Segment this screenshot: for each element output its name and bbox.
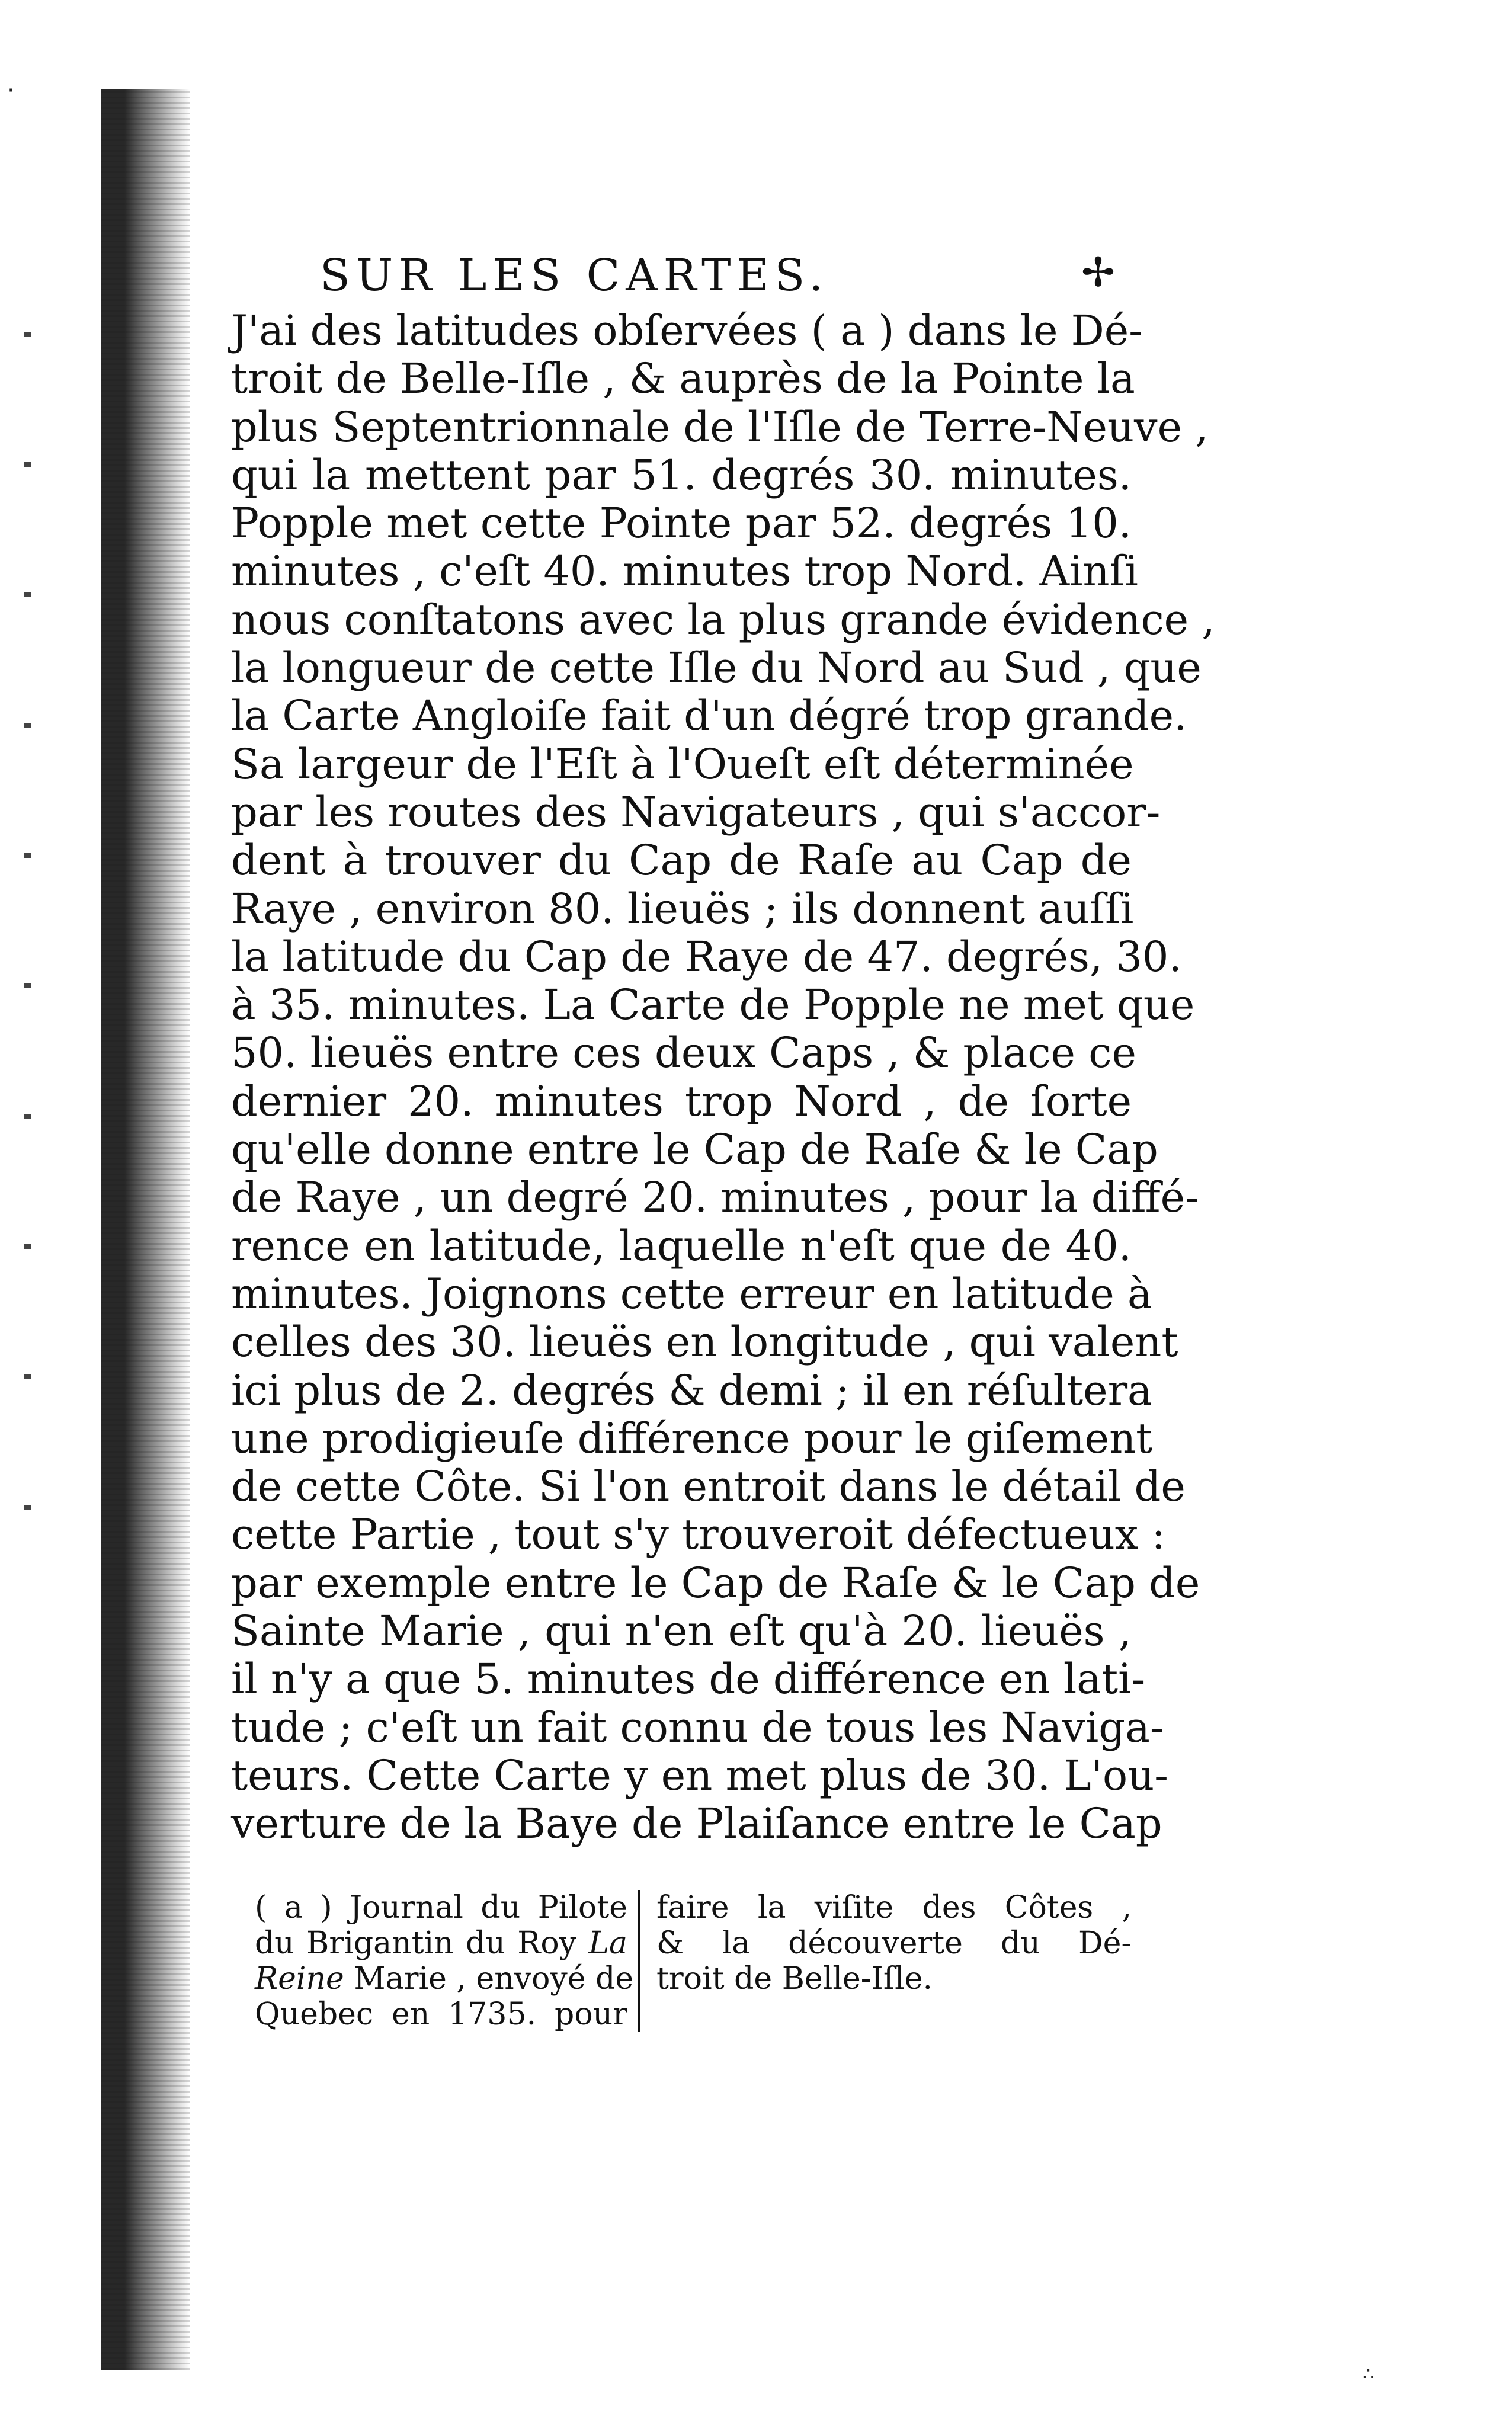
text-line: par exemple entre le Cap de Raſe & le Cap de xyxy=(231,1558,1200,1607)
scan-edge-marks xyxy=(24,332,31,1517)
running-head-title: SUR LES CARTES. xyxy=(320,250,829,301)
text-line: une prodigieuſe différence pour le giſement xyxy=(231,1414,1153,1463)
text-line: qu'elle donne entre le Cap de Raſe & le Cap xyxy=(231,1125,1158,1174)
text-line: qui la mettent par 51. degrés 30. minutes. xyxy=(231,450,1132,499)
text-line: la latitude du Cap de Raye de 47. degrés, 30. xyxy=(231,932,1182,981)
text-line: minutes. Joignons cette erreur en latitude à xyxy=(231,1269,1152,1318)
text-line: verture de la Baye de Plaiſance entre le Cap xyxy=(231,1799,1162,1848)
text-line: Raye , environ 80. lieuës ; ils donnent auſſi xyxy=(231,884,1134,933)
text-line: Popple met cette Pointe par 52. degrés 10. xyxy=(231,499,1132,548)
binding-gutter-shadow xyxy=(101,89,190,2370)
text-line: la longueur de cette Iſle du Nord au Sud , que xyxy=(231,643,1202,693)
text-line: troit de Belle-Iſle , & auprès de la Pointe la xyxy=(231,354,1135,403)
text-line: J'ai des latitudes obſervées ( a ) dans le Dé- xyxy=(231,306,1143,355)
text-line: de Raye , un degré 20. minutes , pour la diffé- xyxy=(231,1173,1199,1222)
scan-speck: ∴ xyxy=(1363,2364,1375,2385)
ornament-icon: ✢ xyxy=(1081,249,1121,296)
text-line: 50. lieuës entre ces deux Caps , & place ce xyxy=(231,1029,1136,1078)
text-line: cette Partie , tout s'y trouveroit défectueux : xyxy=(231,1510,1166,1559)
text-line: Sa largeur de l'Eſt à l'Oueſt eſt déterminée xyxy=(231,739,1134,789)
text-line: de cette Côte. Si l'on entroit dans le détail de xyxy=(231,1462,1186,1511)
footnote-ship-name: Reine xyxy=(255,1961,344,1997)
footnote-line xyxy=(255,1961,634,1997)
footnote xyxy=(231,1890,1132,2032)
footnote-text: Marie , envoyé de xyxy=(354,1961,634,1997)
text-line: il n'y a que 5. minutes de différence en lati- xyxy=(231,1655,1146,1704)
text-line: minutes , c'eſt 40. minutes trop Nord. Ainſi xyxy=(231,547,1138,596)
body-text xyxy=(231,306,1215,1848)
text-line: celles des 30. lieuës en longitude , qui valent xyxy=(231,1318,1178,1367)
book-page xyxy=(231,249,1215,2032)
footnote-line xyxy=(255,1925,627,1961)
text-line: tude ; c'eſt un fait connu de tous les Naviga- xyxy=(231,1703,1164,1752)
footnote-text: du Brigantin du Roy xyxy=(255,1925,577,1961)
text-line: la Carte Angloiſe fait d'un dégré trop grande. xyxy=(231,691,1187,741)
text-line: ici plus de 2. degrés & demi ; il en réſultera xyxy=(231,1366,1152,1415)
footnote-line: & la découverte du Dé- xyxy=(656,1925,1132,1961)
text-line: nous conſtatons avec la plus grande évidence , xyxy=(231,595,1215,644)
text-line: teurs. Cette Carte y en met plus de 30. L'ou- xyxy=(231,1751,1168,1800)
text-line: dent à trouver du Cap de Raſe au Cap de xyxy=(231,836,1132,885)
footnote-line: Quebec en 1735. pour xyxy=(255,1997,627,2032)
text-line: par les routes des Navigateurs , qui s'accor- xyxy=(231,787,1161,837)
running-head xyxy=(231,249,1132,302)
text-line: à 35. minutes. La Carte de Popple ne met que xyxy=(231,981,1195,1030)
text-line: Sainte Marie , qui n'en eſt qu'à 20. lieuës , xyxy=(231,1607,1132,1656)
footnote-line: ( a ) Journal du Pilote xyxy=(255,1890,627,1925)
text-line: dernier 20. minutes trop Nord , de ſorte xyxy=(231,1076,1132,1126)
text-line: plus Septentrionnale de l'Iſle de Terre-Neuve , xyxy=(231,402,1209,451)
text-line: rence en latitude, laquelle n'eſt que de 40. xyxy=(231,1221,1132,1270)
footnote-left-column xyxy=(231,1890,640,2032)
footnote-right-column xyxy=(640,1890,1132,2032)
footnote-line: troit de Belle-Iſle. xyxy=(656,1961,933,1997)
footnote-ship-name: La xyxy=(588,1925,627,1961)
footnote-line: faire la viſite des Côtes , xyxy=(656,1890,1132,1925)
scan-speck: · xyxy=(7,77,15,104)
